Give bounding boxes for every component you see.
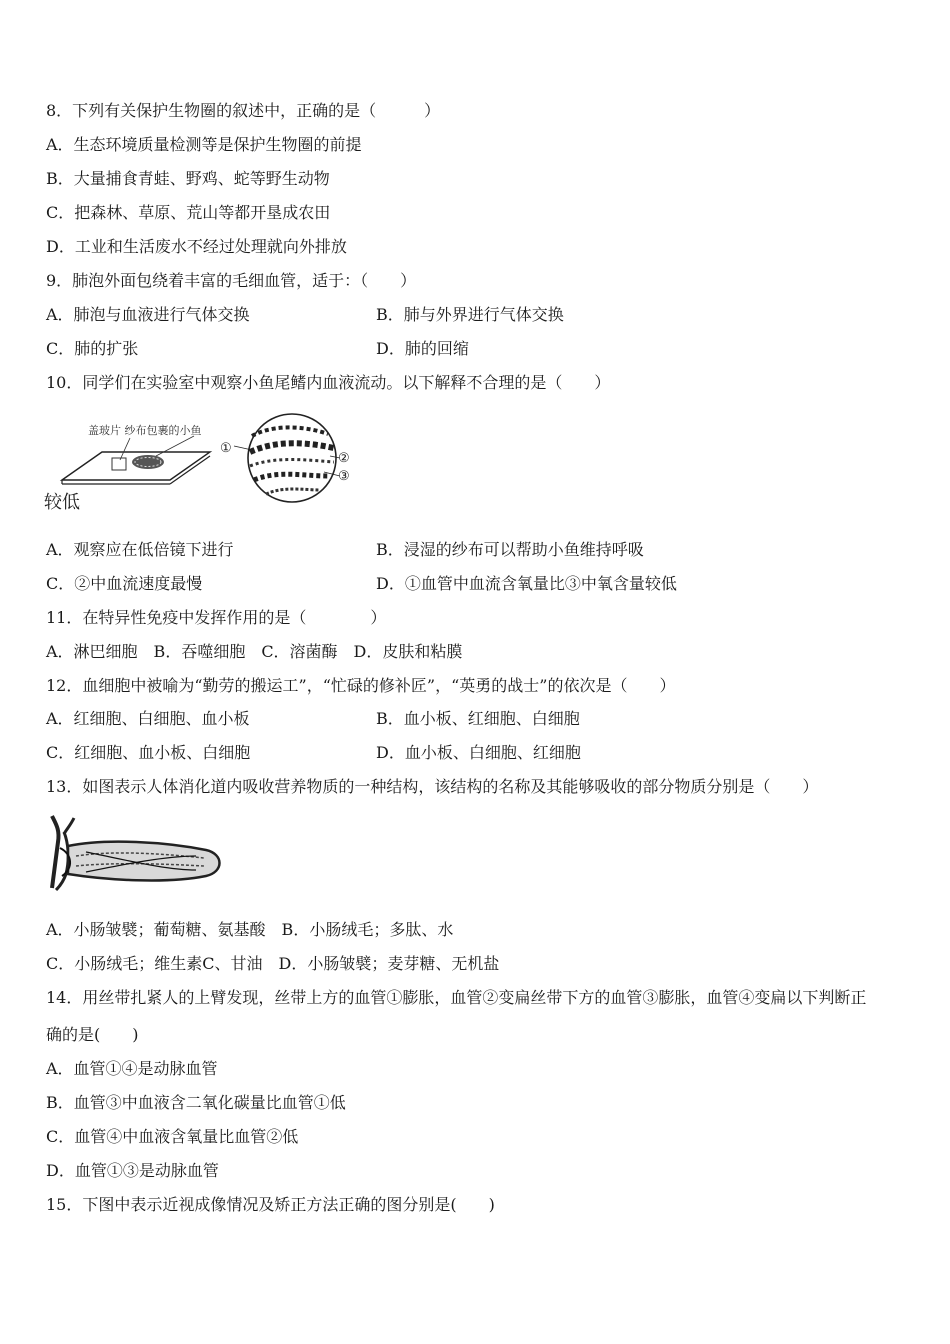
q14-option-a: A．血管①④是动脉血管 — [46, 1059, 218, 1078]
q9-option-a: A．肺泡与血液进行气体交换 — [46, 305, 250, 324]
q14-option-b: B．血管③中血液含二氧化碳量比血管①低 — [46, 1093, 346, 1112]
q8-option-c: C．把森林、草原、荒山等都开垦成农田 — [46, 203, 331, 222]
q10-stem: 10．同学们在实验室中观察小鱼尾鳍内血液流动。以下解释不合理的是（ ） — [46, 373, 611, 392]
villus-figure — [46, 812, 226, 892]
q14-option-d: D．血管①③是动脉血管 — [46, 1161, 219, 1180]
q12-option-c: C．红细胞、血小板、白细胞 — [46, 743, 251, 762]
vessel-label-2: ② — [338, 451, 350, 466]
intestinal-villus-diagram — [46, 812, 226, 892]
vessel-label-1: ① — [220, 441, 232, 456]
vessel-label-3: ③ — [338, 469, 350, 484]
q14-option-c: C．血管④中血液含氧量比血管②低 — [46, 1127, 299, 1146]
q13-options-ab: A．小肠皱襞；葡萄糖、氨基酸 B．小肠绒毛；多肽、水 — [46, 920, 454, 939]
q10-option-c: C．②中血流速度最慢 — [46, 574, 203, 593]
fish-tail-diagram — [44, 410, 364, 515]
q9-option-d: D．肺的回缩 — [376, 339, 469, 358]
q8-option-d: D．工业和生活废水不经过处理就向外排放 — [46, 237, 347, 256]
q12-option-a: A．红细胞、白细胞、血小板 — [46, 709, 250, 728]
q12-option-b: B．血小板、红细胞、白细胞 — [376, 709, 580, 728]
wrapped-fish — [132, 455, 164, 469]
q10-option-a: A．观察应在低倍镜下进行 — [46, 540, 234, 559]
q10-option-b: B．浸湿的纱布可以帮助小鱼维持呼吸 — [376, 540, 644, 559]
slide-label: 盖玻片 纱布包裹的小鱼 — [88, 424, 202, 437]
q14-stem-line2: 确的是( ) — [46, 1025, 139, 1044]
q12-stem: 12．血细胞中被喻为“勤劳的搬运工”，“忙碌的修补匠”，“英勇的战士”的依次是（ ） — [46, 676, 676, 695]
q9-option-c: C．肺的扩张 — [46, 339, 139, 358]
q8-option-a: A．生态环境质量检测等是保护生物圈的前提 — [46, 135, 362, 154]
q10-option-d: D．①血管中血流含氧量比③中氧含量较低 — [376, 574, 677, 593]
q12-option-d: D．血小板、白细胞、红细胞 — [376, 743, 581, 762]
q11-stem: 11．在特异性免疫中发挥作用的是（ ） — [46, 608, 387, 627]
q8-stem: 8．下列有关保护生物圈的叙述中，正确的是（ ） — [46, 101, 441, 120]
q14-stem-line1: 14．用丝带扎紧人的上臂发现，丝带上方的血管①膨胀，血管②变扁丝带下方的血管③膨胀，血管④变扁以下判断正 — [46, 988, 867, 1007]
low-label: 较低 — [44, 492, 80, 513]
q13-stem: 13．如图表示人体消化道内吸收营养物质的一种结构，该结构的名称及其能够吸收的部分物质分别是（ ） — [46, 777, 819, 796]
q9-stem: 9．肺泡外面包绕着丰富的毛细血管，适于：（ ） — [46, 271, 417, 290]
q9-option-b: B．肺与外界进行气体交换 — [376, 305, 564, 324]
q11-options: A．淋巴细胞 B．吞噬细胞 C．溶菌酶 D．皮肤和粘膜 — [46, 642, 463, 661]
q13-options-cd: C．小肠绒毛；维生素C、甘油 D．小肠皱襞；麦芽糖、无机盐 — [46, 954, 500, 973]
q8-option-b: B．大量捕食青蛙、野鸡、蛇等野生动物 — [46, 169, 330, 188]
q15-stem: 15．下图中表示近视成像情况及矫正方法正确的图分别是( ) — [46, 1195, 495, 1214]
fish-tail-figure — [44, 410, 364, 515]
